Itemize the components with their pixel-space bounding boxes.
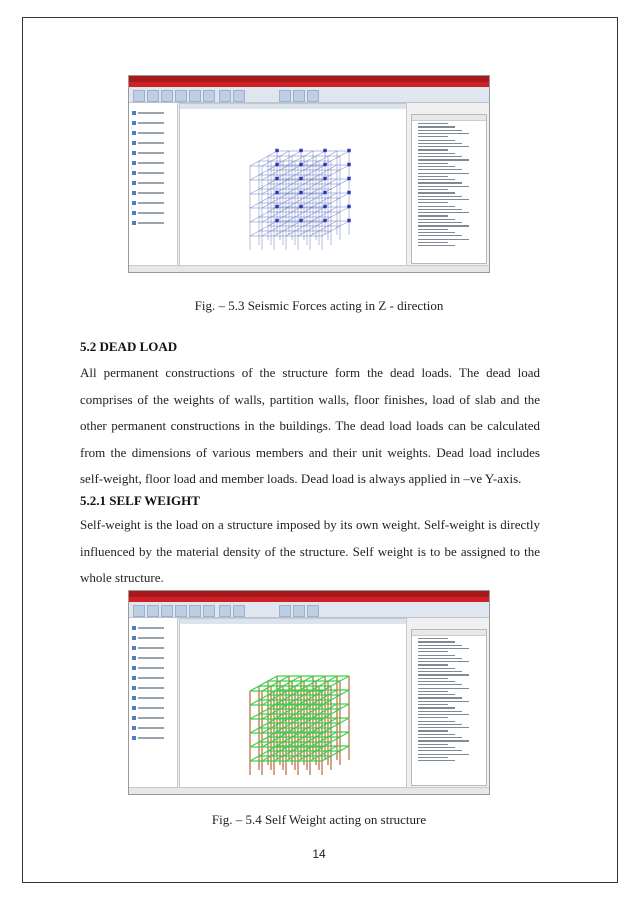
- panel-line: [418, 704, 448, 705]
- load-arrow: [276, 177, 279, 180]
- load-arrow: [300, 219, 303, 222]
- frame-member: [310, 221, 337, 236]
- panel-line: [418, 156, 462, 157]
- sidebar-item: [132, 646, 172, 650]
- panel-line: [418, 641, 455, 642]
- load-arrow: [276, 205, 279, 208]
- panel-line: [418, 707, 455, 708]
- load-dialog-panel: [411, 114, 487, 264]
- sidebar-item: [132, 131, 172, 135]
- panel-line: [418, 750, 462, 751]
- sidebar-item: [132, 141, 172, 145]
- sidebar-item: [132, 686, 172, 690]
- load-arrow: [300, 191, 303, 194]
- frame-member: [274, 732, 301, 747]
- sidebar-item: [132, 221, 172, 225]
- panel-line: [418, 697, 462, 698]
- frame-structure-3d: [180, 110, 406, 270]
- panel-line: [418, 734, 455, 735]
- panel-line: [418, 232, 455, 233]
- frame-member: [298, 704, 325, 719]
- frame-member: [310, 676, 337, 691]
- frame-member: [250, 732, 277, 747]
- frame-member: [298, 676, 325, 691]
- frame-member: [262, 718, 289, 733]
- frame-member: [322, 718, 349, 733]
- panel-line: [418, 212, 469, 213]
- panel-line: [418, 126, 455, 127]
- frame-member: [274, 221, 301, 236]
- frame-member: [262, 221, 289, 236]
- frame-member: [322, 704, 349, 719]
- panel-line: [418, 717, 448, 718]
- frame-member: [298, 732, 325, 747]
- panel-line: [418, 169, 462, 170]
- frame-member: [274, 718, 301, 733]
- panel-line: [418, 754, 469, 755]
- sidebar-item: [132, 171, 172, 175]
- sidebar-item: [132, 636, 172, 640]
- panel-line: [418, 245, 455, 246]
- panel-line: [418, 730, 448, 731]
- load-arrow: [276, 163, 279, 166]
- frame-member: [298, 690, 325, 705]
- panel-line: [418, 727, 469, 728]
- load-arrow: [276, 219, 279, 222]
- frame-member: [274, 676, 301, 691]
- panel-line: [418, 202, 448, 203]
- frame-member: [274, 704, 301, 719]
- frame-member: [286, 746, 313, 761]
- sidebar-item: [132, 111, 172, 115]
- panel-line: [418, 664, 448, 665]
- load-dialog-panel: [411, 629, 487, 786]
- panel-line: [418, 149, 448, 150]
- panel-line: [418, 209, 462, 210]
- frame-member: [286, 732, 313, 747]
- panel-line: [418, 757, 448, 758]
- model-viewport: [179, 103, 407, 266]
- panel-line: [418, 638, 448, 639]
- panel-line: [418, 159, 469, 160]
- panel-line: [418, 671, 462, 672]
- panel-line: [418, 176, 448, 177]
- panel-line: [418, 691, 448, 692]
- panel-line: [418, 714, 469, 715]
- panel-line: [418, 721, 455, 722]
- frame-member: [286, 676, 313, 691]
- panel-line: [418, 239, 469, 240]
- dead-load-paragraph: All permanent constructions of the structure form the dead loads. The dead load comprises of the weights of walls, partition walls, floor finishes, load of slab and the other permanent constructions in the buildings. The dead load loads can be calculated from the dimensions of various members and their unit weights. Dead load includes self-weight, floor load and member loads. Dead load is always applied in –ve Y-axis.: [80, 365, 540, 486]
- load-arrow: [348, 219, 351, 222]
- frame-member: [298, 221, 325, 236]
- panel-line: [418, 215, 448, 216]
- frame-member: [262, 746, 289, 761]
- sidebar-item: [132, 201, 172, 205]
- frame-member: [310, 704, 337, 719]
- load-arrow: [348, 205, 351, 208]
- figure-5-4-screenshot: [128, 590, 490, 795]
- sidebar-item: [132, 181, 172, 185]
- panel-line: [418, 140, 455, 141]
- frame-member: [250, 718, 277, 733]
- sidebar-item: [132, 706, 172, 710]
- sidebar-item: [132, 121, 172, 125]
- panel-line: [418, 189, 448, 190]
- panel-line: [418, 146, 469, 147]
- panel-line: [418, 186, 469, 187]
- panel-line: [418, 123, 448, 124]
- sidebar-item: [132, 626, 172, 630]
- self-weight-paragraph: Self-weight is the load on a structure imposed by its own weight. Self-weight is directly influenced by the material density of the structure. Self weight is to be assigned to the whole structure.: [80, 517, 540, 585]
- frame-member: [250, 193, 277, 208]
- frame-member: [322, 690, 349, 705]
- panel-line: [418, 196, 462, 197]
- frame-member: [262, 676, 289, 691]
- sidebar-item: [132, 666, 172, 670]
- section-heading-dead-load: 5.2 DEAD LOAD: [80, 339, 178, 354]
- status-bar: [129, 265, 489, 272]
- frame-member: [250, 179, 277, 194]
- panel-line: [418, 163, 448, 164]
- load-arrow: [348, 191, 351, 194]
- panel-line: [418, 681, 455, 682]
- load-arrow: [324, 149, 327, 152]
- frame-member: [250, 704, 277, 719]
- sidebar-item: [132, 656, 172, 660]
- section-heading-self-weight: 5.2.1 SELF WEIGHT: [80, 493, 200, 508]
- panel-line: [418, 747, 455, 748]
- frame-member: [286, 690, 313, 705]
- panel-line: [418, 661, 469, 662]
- load-arrow: [300, 205, 303, 208]
- panel-line: [418, 179, 455, 180]
- panel-line: [418, 740, 469, 741]
- panel-line: [418, 688, 469, 689]
- panel-line: [418, 694, 455, 695]
- panel-line: [418, 648, 469, 649]
- frame-member: [262, 732, 289, 747]
- frame-member: [250, 221, 277, 236]
- load-arrow: [348, 177, 351, 180]
- load-arrow: [276, 191, 279, 194]
- panel-line: [418, 678, 448, 679]
- panel-line: [418, 182, 462, 183]
- figure-5-3-caption: Fig. – 5.3 Seismic Forces acting in Z - direction: [194, 298, 444, 313]
- panel-line: [418, 130, 462, 131]
- sidebar-item: [132, 726, 172, 730]
- panel-line: [418, 219, 455, 220]
- load-arrow: [276, 149, 279, 152]
- panel-line: [418, 684, 462, 685]
- panel-line: [418, 242, 448, 243]
- frame-member: [310, 718, 337, 733]
- panel-line: [418, 229, 448, 230]
- panel-line: [418, 199, 469, 200]
- panel-line: [418, 724, 462, 725]
- panel-line: [418, 133, 469, 134]
- load-arrow: [348, 149, 351, 152]
- load-arrow: [300, 149, 303, 152]
- frame-member: [298, 718, 325, 733]
- sidebar-item: [132, 736, 172, 740]
- load-arrow: [324, 177, 327, 180]
- frame-member: [286, 718, 313, 733]
- load-arrow: [324, 191, 327, 194]
- frame-member: [310, 746, 337, 761]
- frame-member: [310, 690, 337, 705]
- sidebar-item: [132, 716, 172, 720]
- sidebar-item: [132, 161, 172, 165]
- panel-line: [418, 711, 462, 712]
- frame-member: [310, 732, 337, 747]
- ribbon-toolbar: [129, 82, 489, 103]
- frame-member: [262, 690, 289, 705]
- panel-line: [418, 645, 462, 646]
- frame-member: [274, 690, 301, 705]
- frame-member: [286, 221, 313, 236]
- frame-member: [322, 746, 349, 761]
- panel-line: [418, 143, 462, 144]
- load-arrow: [300, 163, 303, 166]
- panel-line: [418, 744, 448, 745]
- ribbon-toolbar: [129, 597, 489, 618]
- panel-line: [418, 166, 455, 167]
- panel-line: [418, 192, 455, 193]
- status-bar: [129, 787, 489, 794]
- load-arrow: [300, 177, 303, 180]
- frame-member: [262, 704, 289, 719]
- frame-member: [250, 676, 277, 691]
- workflow-sidebar: [129, 103, 178, 266]
- frame-member: [250, 207, 277, 222]
- frame-member: [250, 746, 277, 761]
- frame-member: [250, 165, 277, 180]
- panel-line: [418, 760, 455, 761]
- sidebar-item: [132, 151, 172, 155]
- panel-line: [418, 655, 455, 656]
- frame-member: [274, 746, 301, 761]
- load-arrow: [348, 163, 351, 166]
- sidebar-item: [132, 696, 172, 700]
- panel-line: [418, 651, 448, 652]
- sidebar-item: [132, 676, 172, 680]
- panel-line: [418, 674, 469, 675]
- frame-member: [250, 690, 277, 705]
- panel-line: [418, 225, 469, 226]
- panel-line: [418, 235, 462, 236]
- panel-line: [418, 668, 455, 669]
- frame-member: [322, 221, 349, 236]
- frame-member: [286, 704, 313, 719]
- figure-5-4-caption: Fig. – 5.4 Self Weight acting on structure: [211, 812, 427, 827]
- page-number: 14: [312, 847, 326, 861]
- panel-line: [418, 658, 462, 659]
- sidebar-item: [132, 211, 172, 215]
- sidebar-item: [132, 191, 172, 195]
- frame-member: [322, 676, 349, 691]
- model-viewport: [179, 618, 407, 788]
- frame-member: [250, 151, 277, 166]
- panel-line: [418, 173, 469, 174]
- frame-member: [298, 746, 325, 761]
- frame-member: [322, 732, 349, 747]
- figure-5-3-screenshot: [128, 75, 490, 273]
- panel-line: [418, 737, 462, 738]
- panel-line: [418, 222, 462, 223]
- panel-line: [418, 206, 455, 207]
- panel-line: [418, 701, 469, 702]
- load-arrow: [324, 205, 327, 208]
- workflow-sidebar: [129, 618, 178, 788]
- panel-line: [418, 153, 455, 154]
- frame-structure-3d: [180, 625, 406, 793]
- panel-line: [418, 136, 448, 137]
- load-arrow: [324, 163, 327, 166]
- load-arrow: [324, 219, 327, 222]
